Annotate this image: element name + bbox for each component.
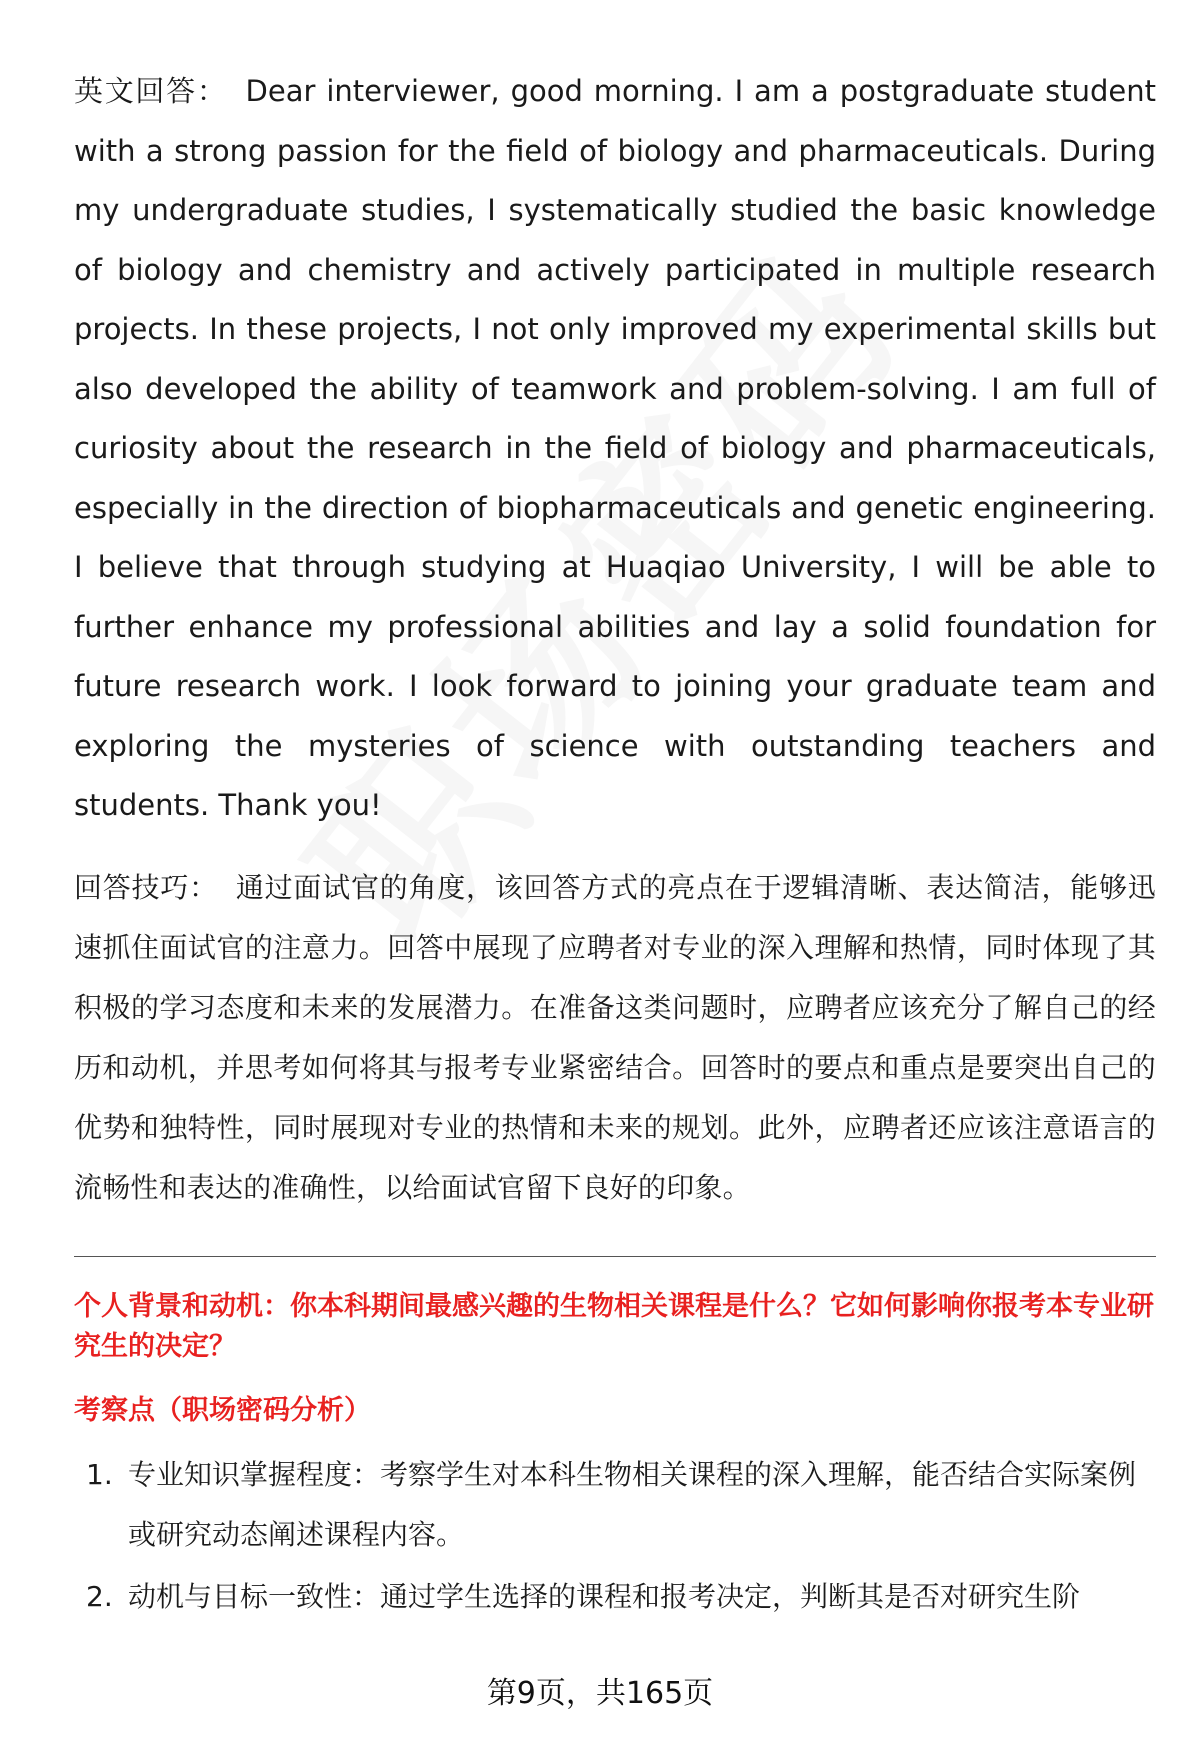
list-item: [74, 1567, 1156, 1627]
list-item-text: 专业知识掌握程度：考察学生对本科生物相关课程的深入理解，能否结合实际案例或研究动态阐述课程内容。: [128, 1457, 1137, 1551]
section-divider: [74, 1256, 1156, 1257]
answer-tips-label: 回答技巧：: [74, 870, 218, 904]
answer-tips-text: 通过面试官的角度，该回答方式的亮点在于逻辑清晰、表达简洁，能够迅速抓住面试官的注意力。回答中展现了应聘者对专业的深入理解和热情，同时体现了其积极的学习态度和未来的发展潜力。在准备这类问题时，应聘者应该充分了解自己的经历和动机，并思考如何将其与报考专业紧密结合。回答时的要点和重点是要突出自己的优势和独特性，同时展现对专业的热情和未来的规划。此外，应聘者还应该注意语言的流畅性和表达的准确性，以给面试官留下良好的印象。: [74, 870, 1156, 1204]
focus-points-list: [74, 1445, 1156, 1627]
page-content: [74, 62, 1156, 1629]
list-item-number: 2.: [86, 1579, 113, 1613]
english-answer-label: 英文回答：: [74, 74, 228, 108]
list-item-text: 动机与目标一致性：通过学生选择的课程和报考决定，判断其是否对研究生阶: [128, 1579, 1081, 1613]
list-item-number: 1.: [86, 1457, 113, 1491]
question-title: 个人背景和动机：你本科期间最感兴趣的生物相关课程是什么？它如何影响你报考本专业研究生的决定？: [74, 1290, 1154, 1362]
english-answer-paragraph: [74, 62, 1156, 836]
list-item: [74, 1445, 1156, 1565]
answer-tips-paragraph: [74, 858, 1156, 1218]
focus-heading: 考察点（职场密码分析）: [74, 1394, 371, 1426]
english-answer-text: Dear interviewer, good morning. I am a postgraduate student with a strong passion for the field of biology and pharmaceuticals. During my undergraduate studies, I systematically studied the basic knowledge of biology and chemistry and actively participated in multiple research projects. In these projects, I not only improved my experimental skills but also developed the ability of teamwork and problem-solving. I am full of curiosity about the research in the field of biology and pharmaceuticals, especially in the direction of biopharmaceuticals and genetic engineering. I believe that through studying at Huaqiao University, I will be able to further enhance my professional abilities and lay a solid foundation for future research work. I look forward to joining your graduate team and exploring the mysteries of science with outstanding teachers and students. Thank you!: [74, 74, 1156, 822]
page-footer: 第9页，共165页: [486, 1676, 714, 1711]
